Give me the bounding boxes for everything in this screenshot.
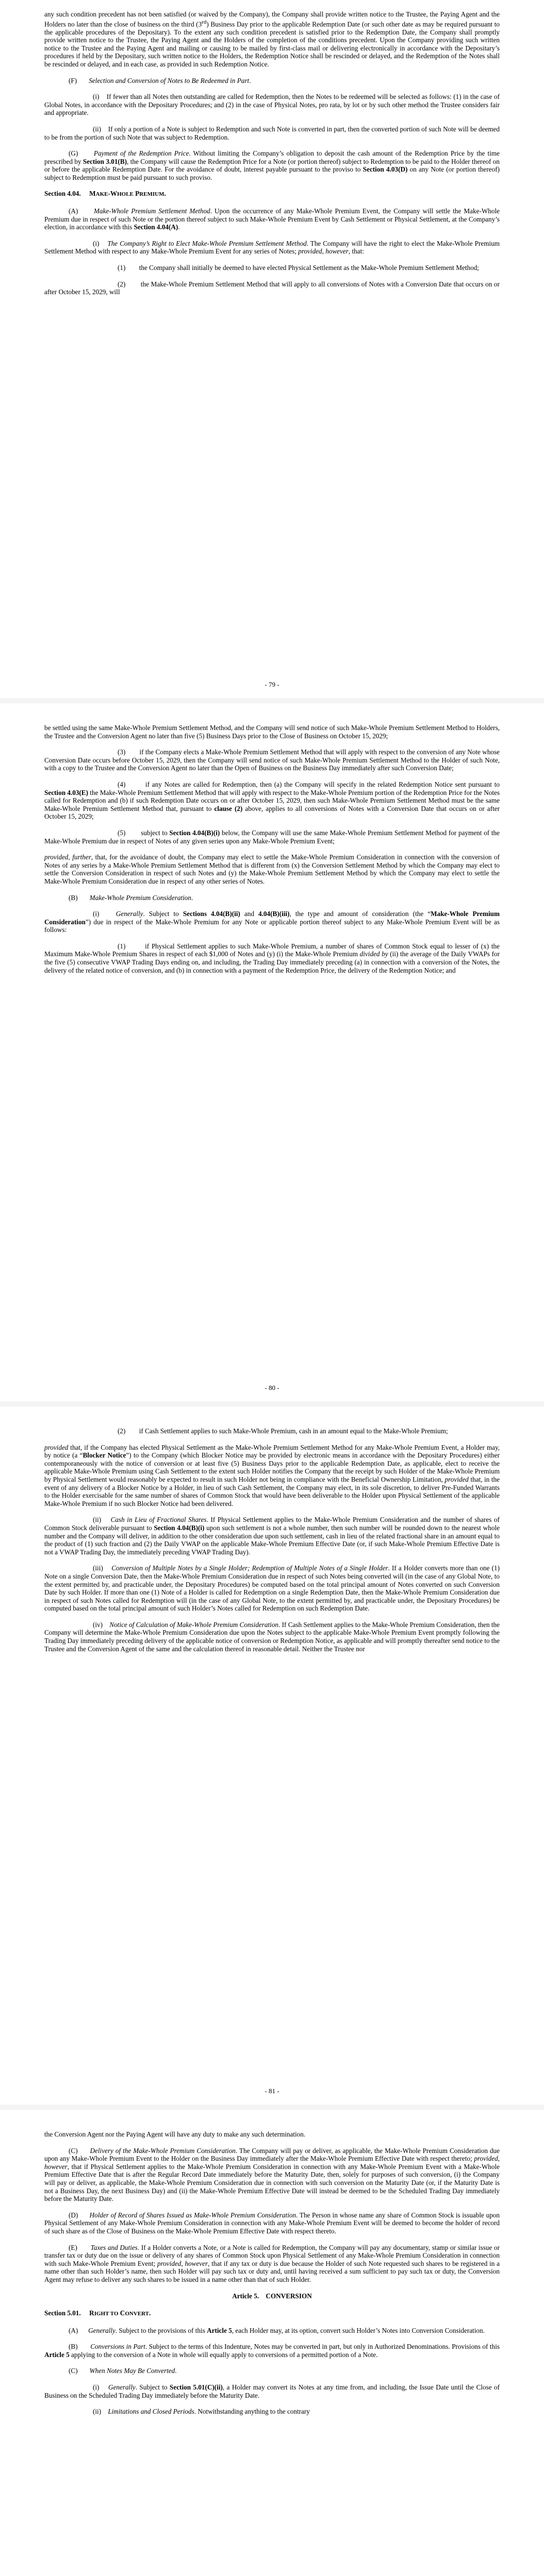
paragraph: (B) Conversions in Part. Subject to the terms of this Indenture, Notes may be converted in part, but only in Authorized Denominations. Provisions of this Article 5 applying to the conversion of a Note in whole will equally apply to conversions of a permitted portion of a Note. xyxy=(44,2343,500,2359)
page-separator xyxy=(0,698,544,703)
paragraph: (A) Make-Whole Premium Settlement Method. Upon the occurrence of any Make-Whole Premium Event, the Company will settle the Make-Whole Premium due in respect of such Note or the portion thereof subject to such Make-Whole Premium Event by Cash Settlement or Physical Settlement, at the Company’s election, in accordance with this Section 4.04(A). xyxy=(44,207,500,231)
paragraph: (iv) Notice of Calculation of Make-Whole Premium Consideration. If Cash Settlement applies to the Make-Whole Premium Consideration, then the Company will determine the Make-Whole Premium Consideration due upon the Notes subject to the applicable Make-Whole Premium Event promptly following the Trading Day immediately preceding delivery of the applicable notice of conversion or Redemption Notice, as applicable and will promptly thereafter send notice to the Trustee and the Conversion Agent of the same and the calculation thereof in reasonable detail. Neither the Trustee nor xyxy=(44,1620,500,1653)
paragraph: (1) the Company shall initially be deemed to have elected Physical Settlement as the Make-Whole Premium Settlement Method; xyxy=(118,264,479,272)
paragraph: (2) the Make-Whole Premium Settlement Method that will apply to all conversions of Notes with a Conversion Date that occurs on or after October 15, 2029, will xyxy=(44,280,500,296)
paragraph: (i) Generally. Subject to Sections 4.04(B)(ii) and 4.04(B)(iii), the type and amount of consideration (the “Make-Whole Premium Consideration”) due in respect of the Make-Whole Premium for any Note or applicable portion thereof subject to any Make-Whole Premium Event will be as follows: xyxy=(44,910,500,934)
page-separator xyxy=(0,1401,544,1406)
paragraph: (iii) Conversion of Multiple Notes by a Single Holder; Redemption of Multiple Notes of a Single Holder. If a Holder converts more than one (1) Note on a single Conversion Date, then the Make-Whole Premium Consideration due in respect of such Notes being converted will (in the case of any Global Note, to the extent permitted by, and practicable under, the Depositary Procedures) be computed based on the total principal amount of Notes converted on such Conversion Date by such Holder. If more than one (1) Note of a Holder is called for Redemption on a single Redemption Date, then the Make-Whole Premium Consideration due in respect of such Notes called for Redemption will (in the case of any Global Note, to the extent permitted by, and practicable under, the Depositary Procedures) be computed based on the total principal amount of such Holder’s Notes called for Redemption on such Redemption Date. xyxy=(44,1564,500,1613)
page-separator xyxy=(0,2105,544,2110)
paragraph: provided, further, that, for the avoidance of doubt, the Company may elect to settle the Make-Whole Premium Consideration in connection with the conversion of Notes of any series by a Make-Whole Premium Settlement Method that is different from (x) the Conversion Settlement Method by which the Company may elect to settle the Conversion Consideration in respect of such Notes and (y) the Make-Whole Premium Settlement Method by which the Company may elect to settle the Make-Whole Premium Consideration due in respect of any other series of Notes. xyxy=(44,853,500,885)
paragraph: (i) The Company’s Right to Elect Make-Whole Premium Settlement Method. The Company will have the right to elect the Make-Whole Premium Settlement Method with respect to any Make-Whole Premium Event for any series of Notes; provided, however, that: xyxy=(44,239,500,256)
paragraph: (ii) Limitations and Closed Periods. Notwithstanding anything to the contrary xyxy=(93,2408,310,2416)
page-number: - 81 - xyxy=(265,2087,279,2095)
page-body xyxy=(44,1427,500,1653)
paragraph: (3) if the Company elects a Make-Whole Premium Settlement Method that will apply with respect to the conversion of any Note whose Conversion Date occurs before October 15, 2029, then the Company will send notice of such Make-Whole Premium Settlement Method to the Holder of such Note, with a copy to the Trustee and the Conversion Agent no later than the Open of Business on the Business Day immediately after such Conversion Date; xyxy=(44,748,500,772)
page-body xyxy=(44,724,500,974)
document-page-82 xyxy=(0,2110,544,2576)
document-page-81 xyxy=(0,1406,544,2105)
paragraph: (2) if Cash Settlement applies to such Make-Whole Premium, cash in an amount equal to the Make-Whole Premium; xyxy=(118,1427,448,1435)
document-page-80 xyxy=(0,703,544,1401)
paragraph: any such condition precedent has not been satisfied (or waived by the Company), the Company shall provide written notice to the Trustee, the Paying Agent and the Holders no later than the close of business on the third (3rd) Business Day prior to the applicable Redemption Date (or such other date as may be required pursuant to the applicable procedures of the Depositary). To the extent any such condition precedent is satisfied prior to the Redemption Date, the Company shall promptly provide written notice to the Trustee, the Paying Agent and the Holders of the completion of the conditions precedent. Upon the Company providing such written notice to the Trustee and the Paying Agent and mailing or causing to be mailed by first-class mail or delivering electronically in accordance with the Depositary’s procedures if held by the Depositary, such written notice to the Holders, the Redemption Notice shall be rescinded or delayed, and the Redemption of the Notes shall be rescinded or delayed, and in each case, as provided in such Redemption Notice. xyxy=(44,10,500,68)
paragraph: (4) if any Notes are called for Redemption, then (a) the Company will specify in the related Redemption Notice sent pursuant to Section 4.03(E) the Make-Whole Premium Settlement Method that will apply with respect to the Make-Whole Premium portion of the Redemption Price for the Notes called for Redemption and (b) if such Redemption Date occurs on or after October 15, 2029, then such Make-Whole Premium Settlement Method must be the same Make-Whole Premium Settlement Method that, pursuant to clause (2) above, applies to all conversions of Notes with a Conversion Date that occurs on or after October 15, 2029; xyxy=(44,780,500,821)
paragraph: (ii) Cash in Lieu of Fractional Shares. If Physical Settlement applies to the Make-Whole Premium Consideration and the number of shares of Common Stock deliverable pursuant to Section 4.04(B)(i) upon such settlement is not a whole number, then such number will be rounded down to the nearest whole number and the Company will deliver, in addition to the other consideration due upon such settlement, cash in lieu of the related fractional share in an amount equal to the product of (1) such fraction and (2) the Daily VWAP on the applicable Make-Whole Premium Effective Date (or, if such Make-Whole Premium Effective Date is not a VWAP Trading Day, the immediately preceding VWAP Trading Day). xyxy=(44,1516,500,1556)
paragraph: (i) If fewer than all Notes then outstanding are called for Redemption, then the Notes to be redeemed will be selected as follows: (1) in the case of Global Notes, in accordance with the Depositary Procedures; and (2) in the case of Physical Notes, pro rata, by lot or by such other method the Trustee considers fair and appropriate. xyxy=(44,93,500,117)
document-page-79 xyxy=(0,0,544,698)
paragraph: (A) Generally. Subject to the provisions of this Article 5, each Holder may, at its option, convert such Holder’s Notes into Conversion Consideration. xyxy=(69,2326,485,2334)
page-body xyxy=(44,2130,500,2416)
paragraph: the Conversion Agent nor the Paying Agent will have any duty to make any such determination. xyxy=(44,2130,306,2138)
article-heading: Article 5. CONVERSION xyxy=(232,2292,312,2300)
page-number: - 80 - xyxy=(265,1384,279,1392)
paragraph: (C) When Notes May Be Converted. xyxy=(69,2367,177,2375)
paragraph: be settled using the same Make-Whole Premium Settlement Method, and the Company will send notice of such Make-Whole Premium Settlement Method to Holders, the Trustee and the Conversion Agent no later than five (5) Business Days prior to the Close of Business on October 15, 2029; xyxy=(44,724,500,740)
paragraph: (G) Payment of the Redemption Price. Without limiting the Company’s obligation to deposit the cash amount of the Redemption Price by the time prescribed by Section 3.01(B), the Company will cause the Redemption Price for a Note (or portion thereof) subject to Redemption to be paid to the Holder thereof on or before the applicable Redemption Date. For the avoidance of doubt, interest payable pursuant to the proviso to Section 4.03(D) on any Note (or portion thereof) subject to Redemption must be paid pursuant to such proviso. xyxy=(44,149,500,181)
paragraph: (i) Generally. Subject to Section 5.01(C)(ii), a Holder may convert its Notes at any time from, and including, the Issue Date until the Close of Business on the Scheduled Trading Day immediately before the Maturity Date. xyxy=(44,2383,500,2399)
paragraph: (B) Make-Whole Premium Consideration. xyxy=(69,893,193,902)
page-number: - 79 - xyxy=(265,681,279,689)
paragraph: (1) if Physical Settlement applies to such Make-Whole Premium, a number of shares of Common Stock equal to lesser of (x) the Maximum Make-Whole Premium Shares in respect of each $1,000 of Notes and (y) (i) the Make-Whole Premium divided by (ii) the average of the Daily VWAPs for the five (5) consecutive VWAP Trading Days ending on, and including, the Trading Day immediately preceding (a) in connection with a conversion of the Notes, the delivery of the related notice of conversion, and (b) in connection with a payment of the Redemption Price, the delivery of the Redemption Notice; and xyxy=(44,942,500,974)
page-body xyxy=(44,10,500,296)
paragraph: (F) Selection and Conversion of Notes to Be Redeemed in Part. xyxy=(69,76,251,84)
paragraph: provided that, if the Company has elected Physical Settlement as the Make-Whole Premium Settlement Method for any Make-Whole Premium Event, a Holder may, by notice (a “Blocker Notice”) to the Company (which Blocker Notice may be provided by electronic means in accordance with the Depositary Procedures) either contemporaneously with the notice of conversion or at least five (5) Business Days prior to the applicable Redemption Date, as applicable, elect to receive the applicable Make-Whole Premium using Cash Settlement to the extent such Holder notifies the Company that the receipt by such Holder of the Make-Whole Premium by Physical Settlement would reasonably be expected to result in such Holder not being in compliance with the Beneficial Ownership Limitation, provided that, in the event of any delivery of a Blocker Notice by a Holder, in lieu of such Cash Settlement, the Company may elect, in its sole discretion, to deliver Pre-Funded Warrants to the Holder exercisable for the same number of shares of Common Stock that would have been deliverable to the Holder upon Physical Settlement of the applicable Make-Whole Premium if no such Blocker Notice had been delivered. xyxy=(44,1443,500,1507)
paragraph: (ii) If only a portion of a Note is subject to Redemption and such Note is converted in part, then the converted portion of such Note will be deemed to be from the portion of such Note that was subject to Redemption. xyxy=(44,125,500,141)
section-heading: Section 4.04. MAKE-WHOLE PREMIUM. xyxy=(44,190,166,198)
paragraph: (C) Delivery of the Make-Whole Premium Consideration. The Company will pay or deliver, as applicable, the Make-Whole Premium Consideration due upon any Make-Whole Premium Event to the Holder on the Business Day immediately after the Make-Whole Premium Effective Date with respect thereto; provided, however, that if Physical Settlement applies to the Make-Whole Premium Consideration in connection with any Make-Whole Premium Event with a Make-Whole Premium Effective Date that is after the Regular Record Date immediately before the Maturity Date, then, solely for purposes of such conversion, (i) the Company will pay or deliver, as applicable, the Make-Whole Premium Consideration due in connection with such conversion on the Maturity Date (or, if the Maturity Date is not a Business Day, the next Business Day) and (ii) the Make-Whole Premium Effective Date will instead be deemed to be the Scheduled Trading Day immediately before the Maturity Date. xyxy=(44,2146,500,2203)
paragraph: (5) subject to Section 4.04(B)(i) below, the Company will use the same Make-Whole Premium Settlement Method for payment of the Make-Whole Premium due in respect of Notes of any given series upon any Make-Whole Premium Event; xyxy=(44,828,500,845)
paragraph: (E) Taxes and Duties. If a Holder converts a Note, or a Note is called for Redemption, the Company will pay any documentary, stamp or similar issue or transfer tax or duty due on the issue or delivery of any shares of Common Stock upon Physical Settlement of any Make-Whole Premium Consideration in connection with such Make-Whole Premium Event; provided, however, that if any tax or duty is due because the Holder of such Note requested such shares to be registered in a name other than such Holder’s name, then such Holder will pay such tax or duty and, until having received a sum sufficient to pay such tax or duty, the Conversion Agent may refuse to deliver any such shares to be issued in a name other than that of such Holder. xyxy=(44,2243,500,2283)
section-heading: Section 5.01. RIGHT TO CONVERT. xyxy=(44,2309,151,2317)
paragraph: (D) Holder of Record of Shares Issued as Make-Whole Premium Consideration. The Person in whose name any share of Common Stock is issuable upon Physical Settlement of any Make-Whole Premium Consideration in connection with any Make-Whole Premium Event will be deemed to become the holder of record of such share as of the Close of Business on the Make-Whole Premium Effective Date with respect thereto. xyxy=(44,2211,500,2235)
